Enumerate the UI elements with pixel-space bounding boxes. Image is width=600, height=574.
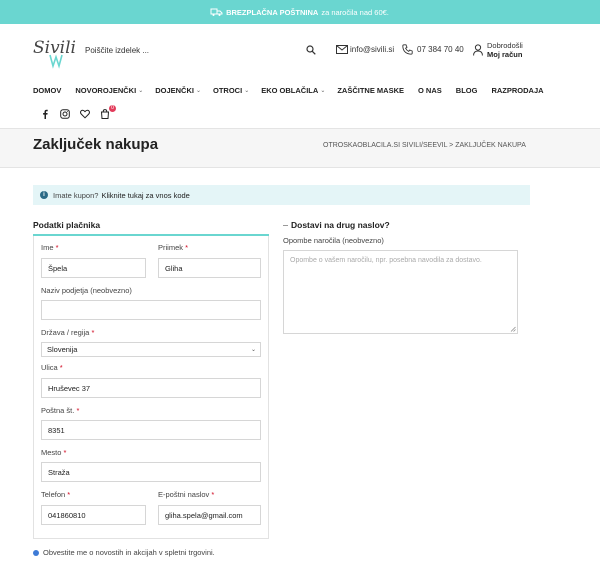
page-title: Zaključek nakupa [33,136,159,153]
social-icons [40,105,114,119]
contact-email[interactable]: info@sivili.si [350,45,395,54]
chevron-down-icon: ⌄ [138,88,144,94]
first-name-field[interactable]: Špela [41,258,146,278]
street-field[interactable]: Hruševec 37 [41,378,261,398]
cart-count-badge: 0 [109,105,116,112]
chevron-down-icon: ⌄ [244,88,250,94]
cart-button[interactable] [100,105,114,119]
country-value: Slovenija [47,345,78,354]
nav-item-domov[interactable]: DOMOV [33,86,62,95]
email-label: E-poštni naslov * [158,490,215,499]
newsletter-checkbox[interactable] [33,550,39,556]
coupon-text: Imate kupon? [53,190,99,200]
my-account-link[interactable]: Moj račun [487,50,523,59]
ship-different-toggle[interactable] [283,220,390,230]
truck-icon [211,8,222,16]
phone-icon [402,44,413,55]
facebook-icon[interactable] [40,109,50,119]
promo-bar [0,0,600,24]
ship-different-label: Dostavi na drug naslov? [291,220,390,230]
street-label: Ulica * [41,363,63,372]
promo-text: za naročila nad 60€. [321,7,389,17]
postcode-label: Poštna št. * [41,406,80,415]
newsletter-label: Obvestite me o novostih in akcijah v spletni trgovini. [43,548,215,557]
checkbox-icon [283,225,288,226]
phone-field[interactable]: 041860810 [41,505,146,525]
resize-handle-icon[interactable] [510,326,516,332]
last-name-field[interactable]: Gliha [158,258,261,278]
nav-item-dojencki[interactable]: DOJENČKI ⌄ [155,86,202,95]
contact-phone[interactable]: 07 384 70 40 [417,45,464,54]
promo-bold: BREZPLAČNA POŠTNINA [226,7,319,17]
first-name-label: Ime * [41,243,59,252]
breadcrumb[interactable]: OTROSKAOBLACILA.SI SIVILI/SEEVIL > ZAKLJUČEK NAKUPA [323,142,526,149]
order-notes-placeholder: Opombe o vašem naročilu, npr. posebna navodila za dostavo. [290,257,482,264]
city-label: Mesto * [41,448,67,457]
coupon-link[interactable]: Kliknite tukaj za vnos kode [101,190,190,200]
order-notes-label: Opombe naročila (neobvezno) [283,236,384,245]
instagram-icon[interactable] [60,109,70,119]
company-field[interactable] [41,300,261,320]
main-nav [33,86,558,95]
company-label: Naziv podjetja (neobvezno) [41,286,132,295]
newsletter-optin[interactable] [33,548,215,557]
nav-item-otroci[interactable]: OTROCI ⌄ [213,86,250,95]
search-icon[interactable] [306,45,316,55]
chevron-down-icon: ⌄ [250,347,256,353]
search-input[interactable]: Poiščite izdelek ... [85,46,150,55]
mail-icon [336,45,348,54]
info-icon: i [40,191,48,199]
sivili-logo[interactable] [33,31,76,71]
nav-item-o-nas[interactable]: O NAS [418,86,442,95]
country-label: Država / regija * [41,328,95,337]
country-select[interactable] [41,342,261,357]
cart-icon [100,109,110,119]
chevron-down-icon: ⌄ [195,88,202,94]
nav-item-zascitne-maske[interactable]: ZAŠČITNE MASKE [337,86,405,95]
billing-title: Podatki plačnika [33,220,101,230]
order-notes-textarea[interactable] [283,250,518,334]
nav-item-eko-oblacila[interactable]: EKO OBLAČILA ⌄ [261,86,326,95]
chevron-down-icon: ⌄ [320,88,326,94]
svg-text:Sivili: Sivili [33,38,76,58]
coupon-notice [33,185,530,205]
postcode-field[interactable]: 8351 [41,420,261,440]
heart-icon[interactable] [80,109,90,119]
nav-item-razprodaja[interactable]: RAZPRODAJA [491,86,544,95]
last-name-label: Priimek * [158,243,189,252]
nav-item-novorojencki[interactable]: NOVOROJENČKI ⌄ [75,86,144,95]
nav-item-blog[interactable]: BLOG [455,86,478,95]
user-icon[interactable] [473,44,483,56]
city-field[interactable]: Straža [41,462,261,482]
phone-label: Telefon * [41,490,71,499]
email-field[interactable]: gliha.spela@gmail.com [158,505,261,525]
user-greeting: Dobrodošli [487,41,523,50]
